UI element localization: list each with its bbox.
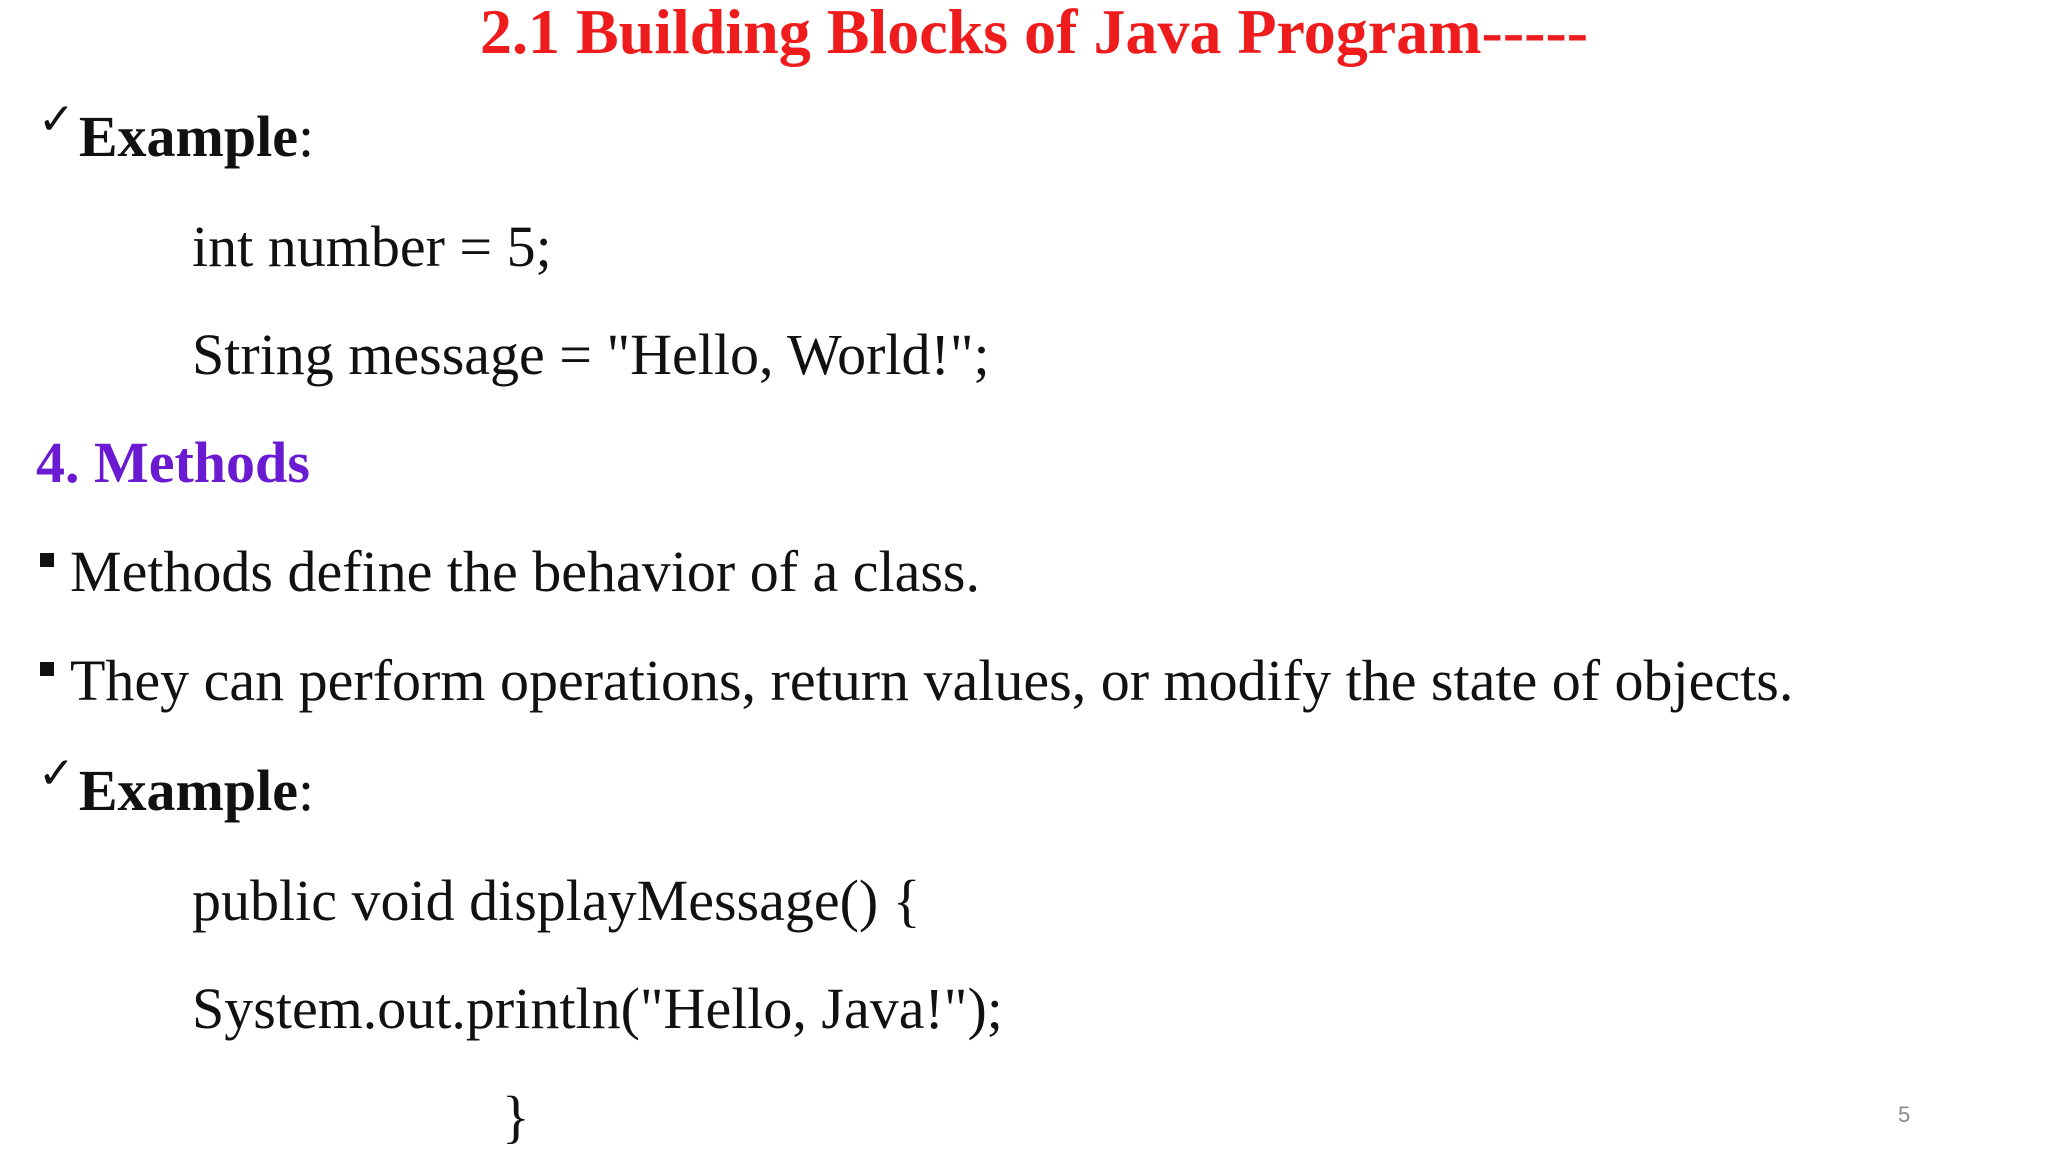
example-1-label: Example [78, 104, 298, 169]
square-bullet-icon [40, 553, 54, 567]
example-1-colon: : [298, 104, 315, 169]
bullet-text: They can perform operations, return values, or modify the state of objects. [70, 648, 1794, 713]
example-2-code-line: System.out.println("Hello, Java!"); [192, 976, 1003, 1041]
square-bullet-icon [40, 662, 54, 676]
bullet-item [40, 648, 1794, 713]
section-heading: 4. Methods [36, 430, 310, 495]
example-1-code-line: int number = 5; [192, 214, 552, 279]
slide-title: 2.1 Building Blocks of Java Program----- [479, 0, 1589, 67]
checkmark-icon: ✓ [38, 748, 75, 799]
checkmark-icon: ✓ [38, 94, 75, 145]
example-1-label-row [38, 94, 315, 169]
bullet-text: Methods define the behavior of a class. [70, 539, 980, 604]
example-2-label: Example [78, 758, 298, 823]
example-2-code-line: } [502, 1084, 530, 1149]
page-number: 5 [1898, 1102, 1911, 1127]
bullet-item [40, 539, 980, 604]
example-2-colon: : [298, 758, 315, 823]
example-1-code-line: String message = "Hello, World!"; [192, 322, 990, 387]
example-2-code-line: public void displayMessage() { [192, 868, 921, 933]
example-2-label-row [38, 748, 315, 823]
